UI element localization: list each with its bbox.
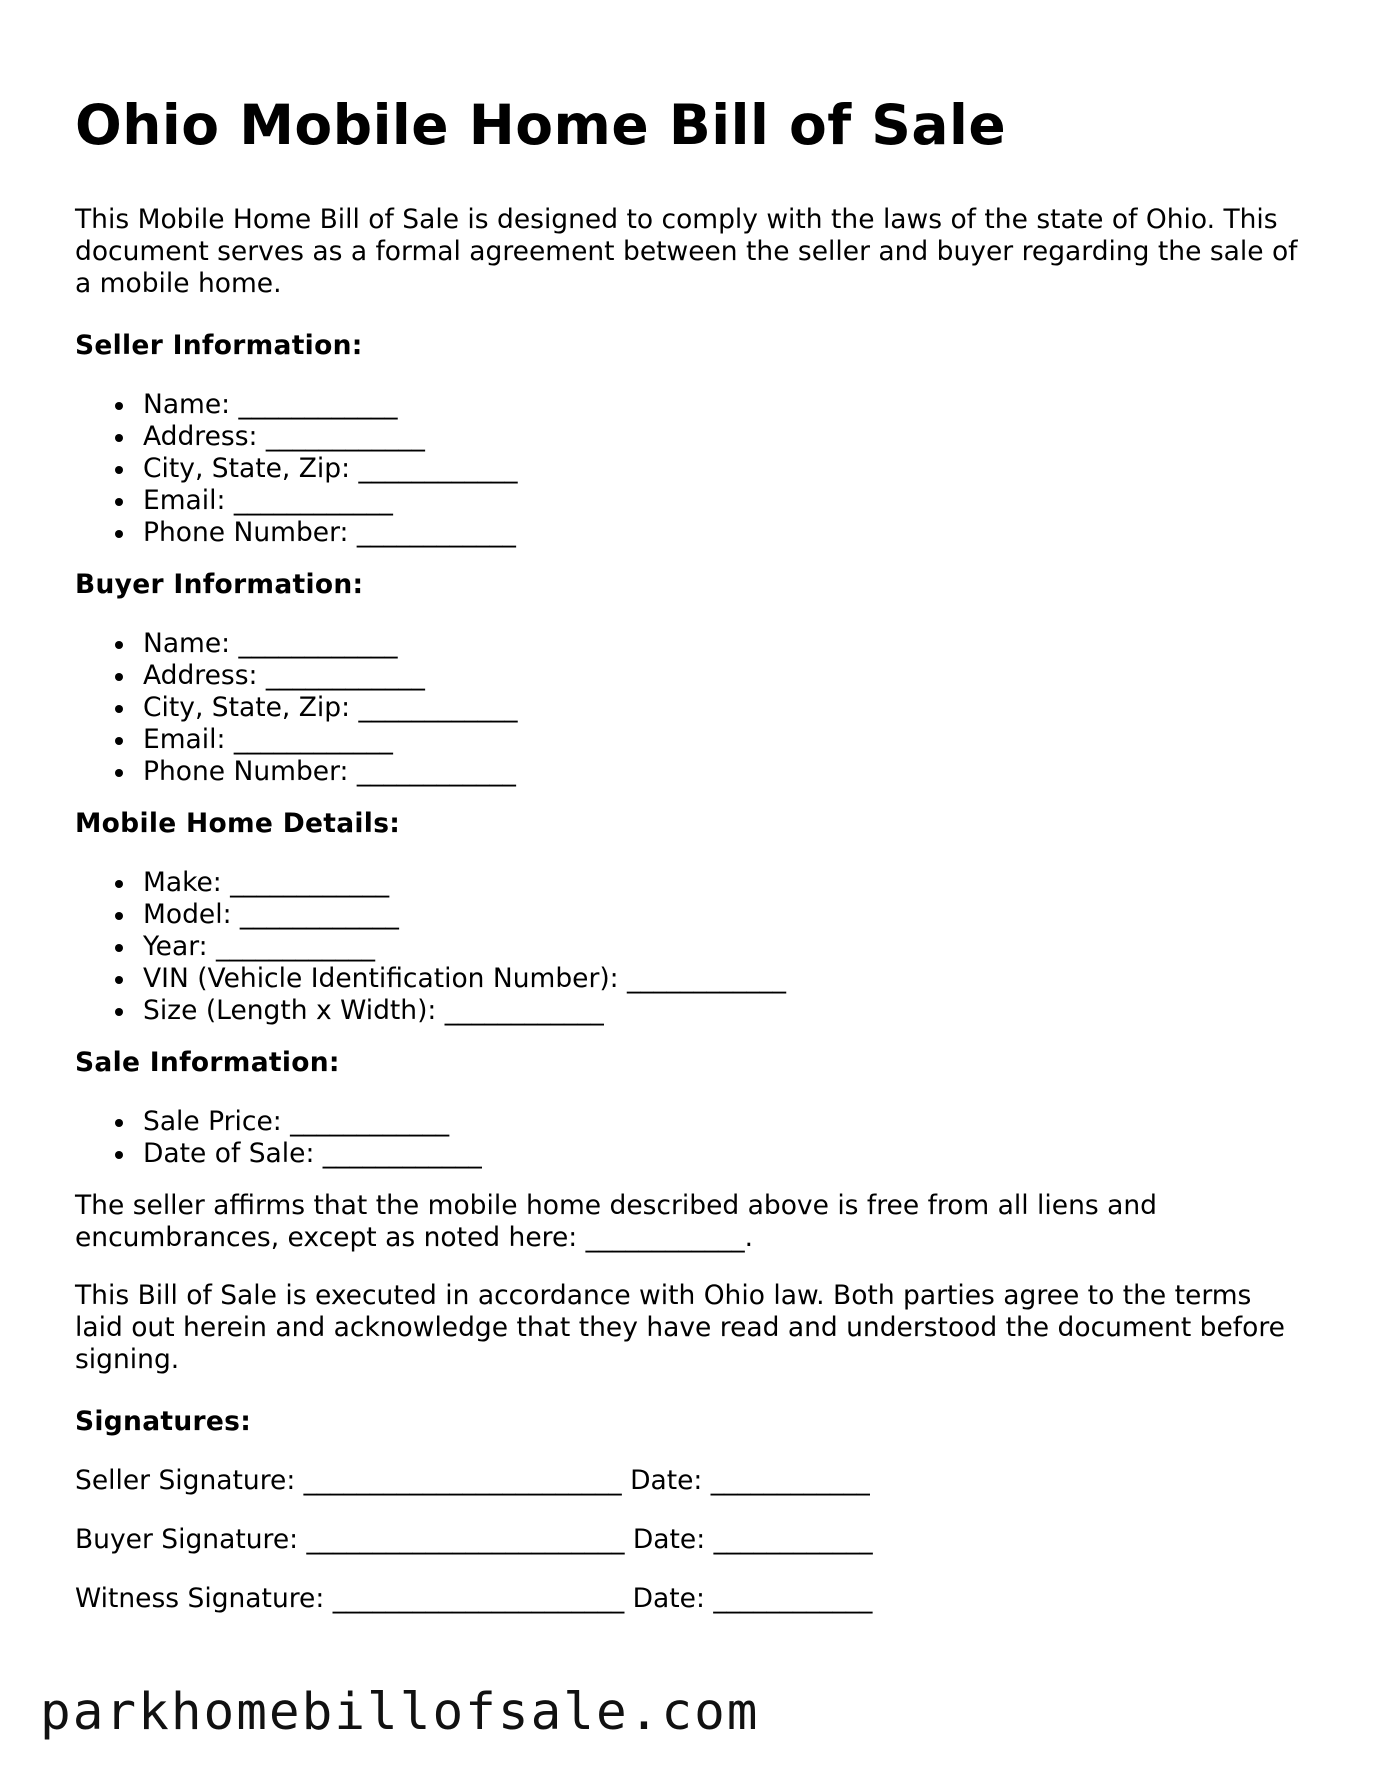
seller-list xyxy=(75,389,1305,549)
sale-info-heading: Sale Information: xyxy=(75,1047,340,1078)
home-make-item: Make: ____________ xyxy=(75,867,1305,899)
sale-info-list xyxy=(75,1106,1305,1170)
buyer-heading: Buyer Information: xyxy=(75,569,364,600)
home-details-heading: Mobile Home Details: xyxy=(75,808,401,839)
sale-price-item: Sale Price: ____________ xyxy=(75,1106,1305,1138)
seller-city-state-zip-item: City, State, Zip: ____________ xyxy=(75,453,1305,485)
home-details-list xyxy=(75,867,1305,1027)
signatures-heading: Signatures: xyxy=(75,1406,252,1437)
witness-signature-line: Witness Signature: ______________________ Date: ____________ xyxy=(75,1583,873,1614)
buyer-signature-line: Buyer Signature: ________________________ Date: ____________ xyxy=(75,1524,873,1555)
buyer-list xyxy=(75,628,1305,788)
home-model-item: Model: ____________ xyxy=(75,899,1305,931)
buyer-name-item: Name: ____________ xyxy=(75,628,1305,660)
buyer-phone-item: Phone Number: ____________ xyxy=(75,756,1305,788)
home-vin-item: VIN (Vehicle Identification Number): ____________ xyxy=(75,963,1305,995)
buyer-address-item: Address: ____________ xyxy=(75,660,1305,692)
site-watermark: parkhomebillofsale.com xyxy=(40,1683,760,1742)
seller-email-item: Email: ____________ xyxy=(75,485,1305,517)
buyer-city-state-zip-item: City, State, Zip: ____________ xyxy=(75,692,1305,724)
page-title: Ohio Mobile Home Bill of Sale xyxy=(75,93,1007,157)
seller-name-item: Name: ____________ xyxy=(75,389,1305,421)
law-paragraph: This Bill of Sale is executed in accordance with Ohio law. Both parties agree to the terms laid out herein and acknowledge that they have read and understood the document before signing. xyxy=(75,1280,1285,1375)
document-page xyxy=(75,88,1305,1642)
seller-heading: Seller Information: xyxy=(75,330,363,361)
seller-address-item: Address: ____________ xyxy=(75,421,1305,453)
home-year-item: Year: ____________ xyxy=(75,931,1305,963)
home-size-item: Size (Length x Width): ____________ xyxy=(75,995,1305,1027)
intro-paragraph: This Mobile Home Bill of Sale is designed to comply with the laws of the state of Ohio. This document serves as a formal agreement between the seller and buyer regarding the sale of a mobile home. xyxy=(75,204,1298,299)
liens-paragraph: The seller affirms that the mobile home described above is free from all liens and encumbrances, except as noted here: ____________. xyxy=(75,1190,1157,1253)
seller-signature-line: Seller Signature: ________________________ Date: ____________ xyxy=(75,1465,870,1496)
buyer-email-item: Email: ____________ xyxy=(75,724,1305,756)
seller-phone-item: Phone Number: ____________ xyxy=(75,517,1305,549)
sale-date-item: Date of Sale: ____________ xyxy=(75,1138,1305,1170)
